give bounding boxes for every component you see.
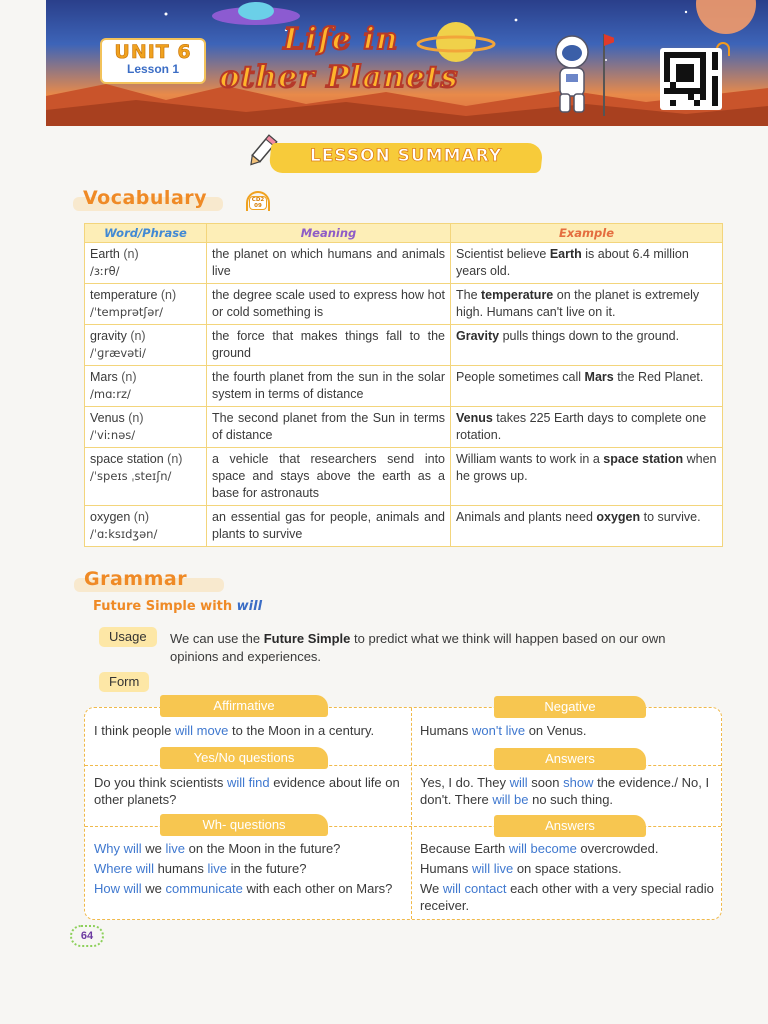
phonetic-transcription: /ˈviːnəs/ — [90, 428, 136, 442]
phonetic-transcription: /ˈɑːksɪdʒən/ — [90, 527, 158, 541]
example-keyword: Mars — [584, 370, 614, 384]
highlighted-verb: How will — [94, 881, 142, 896]
vocabulary-table — [84, 223, 723, 547]
example-cell — [451, 243, 723, 284]
highlighted-verb: will — [509, 775, 528, 790]
sentence-text: Do you think scientists — [94, 775, 227, 790]
word-cell — [85, 325, 207, 366]
highlighted-verb: will live — [472, 861, 514, 876]
sentence-text: on Venus. — [525, 723, 587, 738]
part-of-speech: (n) — [160, 288, 177, 302]
yes-no-answer-example — [420, 774, 715, 808]
sentence-text: overcrowded. — [576, 841, 659, 856]
page-number: 64 — [70, 925, 104, 947]
example-text: William wants to work in a — [456, 452, 604, 466]
sentence-text: soon — [527, 775, 564, 790]
sentence-text: We — [420, 881, 443, 896]
table-row — [85, 366, 723, 407]
wh-questions-label: Wh- questions — [160, 814, 328, 836]
table-row — [85, 325, 723, 366]
meaning-cell: a vehicle that researchers send into space and stays above the earth as a base for astronauts — [207, 448, 451, 506]
wh-question-examples — [94, 840, 404, 900]
sentence-text: we — [141, 841, 166, 856]
example-text: People sometimes call — [456, 370, 585, 384]
usage-description — [170, 630, 690, 666]
column-header-example: Example — [451, 224, 723, 243]
sentence-text: we — [141, 881, 166, 896]
table-row — [85, 284, 723, 325]
phonetic-transcription: /mɑːrz/ — [90, 387, 131, 401]
meaning-cell: The second planet from the Sun in terms of distance — [207, 407, 451, 448]
word-text: Mars — [90, 370, 118, 384]
qr-code[interactable] — [660, 48, 722, 110]
example-text: when he grows up. — [456, 452, 717, 483]
example-cell — [451, 284, 723, 325]
unit-banner — [46, 0, 768, 126]
meaning-cell: the planet on which humans and animals live — [207, 243, 451, 284]
example-cell — [451, 366, 723, 407]
usage-text-post: to predict what we think will happen based on our own opinions and experiences. — [170, 631, 666, 664]
phonetic-transcription: /ɜːrθ/ — [90, 264, 120, 278]
sentence-text: Humans — [420, 723, 473, 738]
example-line — [94, 840, 404, 857]
unit-title-line2: other Planets — [219, 60, 459, 95]
highlighted-verb: won't live — [472, 723, 526, 738]
example-cell — [451, 325, 723, 366]
word-text: Earth — [90, 247, 120, 261]
phonetic-transcription: /ˈtemprətʃər/ — [90, 305, 163, 319]
usage-tag: Usage — [99, 627, 157, 647]
yes-no-questions-label: Yes/No questions — [160, 747, 328, 769]
lesson-number: Lesson 1 — [126, 62, 180, 76]
table-row — [85, 448, 723, 506]
form-tag: Form — [99, 672, 149, 692]
grammar-subheading — [93, 599, 262, 614]
highlighted-verb: will be — [492, 792, 529, 807]
example-line — [420, 840, 718, 857]
highlighted-verb: live — [207, 861, 227, 876]
word-cell — [85, 506, 207, 547]
example-text: Animals and plants need — [456, 510, 597, 524]
phonetic-transcription: /ˈɡrævəti/ — [90, 346, 146, 360]
grammar-subheading-text: Future Simple with — [93, 599, 237, 614]
part-of-speech: (n) — [167, 452, 183, 466]
example-line — [94, 860, 404, 877]
example-text: to survive. — [640, 510, 701, 524]
sentence-text: in the future? — [226, 861, 307, 876]
table-row — [85, 506, 723, 547]
sentence-text: Humans — [420, 861, 473, 876]
sentence-text: I think people — [94, 723, 175, 738]
yes-no-question-example — [94, 774, 404, 808]
word-text: temperature — [90, 288, 158, 302]
word-cell — [85, 448, 207, 506]
negative-example — [420, 722, 715, 739]
highlighted-verb: will contact — [442, 881, 507, 896]
example-cell — [451, 448, 723, 506]
meaning-cell: the fourth planet from the sun in the solar system in terms of distance — [207, 366, 451, 407]
word-cell — [85, 366, 207, 407]
example-keyword: oxygen — [596, 510, 641, 524]
highlighted-verb: Where will — [94, 861, 154, 876]
answers-label: Answers — [494, 748, 646, 770]
example-text: takes 225 Earth days to complete one rotation. — [456, 411, 707, 442]
example-text: is about 6.4 million years old. — [456, 247, 689, 278]
phonetic-transcription: /ˈspeɪs ˌsteɪʃn/ — [90, 469, 172, 483]
meaning-cell: an essential gas for people, animals and plants to survive — [207, 506, 451, 547]
affirmative-example — [94, 722, 404, 739]
usage-text-bold: Future Simple — [263, 631, 351, 646]
sentence-text: each other with a very special radio receiver. — [420, 881, 714, 913]
word-cell — [85, 284, 207, 325]
sentence-text: evidence about life on other planets? — [94, 775, 400, 807]
grammar-heading: Grammar — [84, 568, 188, 590]
example-text: Scientist believe — [456, 247, 550, 261]
highlighted-verb: communicate — [165, 881, 243, 896]
word-text: gravity — [90, 329, 127, 343]
column-header-meaning: Meaning — [207, 224, 451, 243]
sentence-text: to the Moon in a century. — [228, 723, 375, 738]
example-text: The — [456, 288, 482, 302]
word-text: space station — [90, 452, 164, 466]
sentence-text: Because Earth — [420, 841, 509, 856]
word-cell — [85, 243, 207, 284]
part-of-speech: (n) — [123, 247, 139, 261]
example-keyword: Earth — [549, 247, 582, 261]
audio-cd-label: CD2 — [251, 197, 265, 203]
example-cell — [451, 506, 723, 547]
affirmative-label: Affirmative — [160, 695, 328, 717]
sentence-text: Yes, I do. They — [420, 775, 510, 790]
unit-number: UNIT 6 — [114, 41, 192, 63]
table-header-row — [85, 224, 723, 243]
word-text: oxygen — [90, 510, 131, 524]
sentence-text: on the Moon in the future? — [185, 841, 341, 856]
meaning-cell: the force that makes things fall to the ground — [207, 325, 451, 366]
part-of-speech: (n) — [133, 510, 150, 524]
sentence-text: the evidence./ No, I don't. There — [420, 775, 710, 807]
example-cell — [451, 407, 723, 448]
word-cell — [85, 407, 207, 448]
sentence-text: no such thing. — [528, 792, 614, 807]
table-row — [85, 407, 723, 448]
word-text: Venus — [90, 411, 125, 425]
example-text: pulls things down to the ground. — [499, 329, 680, 343]
sentence-text: humans — [153, 861, 208, 876]
highlighted-verb: show — [563, 775, 594, 790]
example-keyword: Gravity — [456, 329, 500, 343]
sentence-text: on space stations. — [513, 861, 622, 876]
audio-cd-icon[interactable] — [246, 191, 270, 211]
example-keyword: temperature — [481, 288, 554, 302]
highlighted-verb: will find — [226, 775, 270, 790]
column-header-word: Word/Phrase — [85, 224, 207, 243]
example-line — [420, 860, 718, 877]
part-of-speech: (n) — [121, 370, 137, 384]
highlighted-verb: live — [165, 841, 186, 856]
grammar-subheading-will: will — [236, 599, 263, 614]
lesson-summary-label — [242, 133, 546, 177]
part-of-speech: (n) — [128, 411, 144, 425]
example-text: the Red Planet. — [613, 370, 704, 384]
vocabulary-heading: Vocabulary — [83, 187, 208, 209]
example-line — [94, 880, 404, 897]
highlighted-verb: will move — [174, 723, 229, 738]
negative-label: Negative — [494, 696, 646, 718]
highlighted-verb: Why will — [94, 841, 142, 856]
wh-answer-examples — [420, 840, 718, 917]
table-row — [85, 243, 723, 284]
sentence-text: with each other on Mars? — [242, 881, 393, 896]
example-keyword: Venus — [456, 411, 493, 425]
unit-title-line1: Life in — [283, 22, 399, 57]
example-text: on the planet is extremely high. Humans can't live on it. — [456, 288, 700, 319]
example-keyword: space station — [603, 452, 684, 466]
meaning-cell: the degree scale used to express how hot or cold something is — [207, 284, 451, 325]
highlighted-verb: will become — [508, 841, 577, 856]
audio-track-label: 09 — [254, 203, 262, 209]
example-line — [420, 880, 718, 914]
answers-label-2: Answers — [494, 815, 646, 837]
lesson-summary-text: LESSON SUMMARY — [309, 146, 503, 166]
usage-text-pre: We can use the — [170, 631, 264, 646]
part-of-speech: (n) — [130, 329, 146, 343]
